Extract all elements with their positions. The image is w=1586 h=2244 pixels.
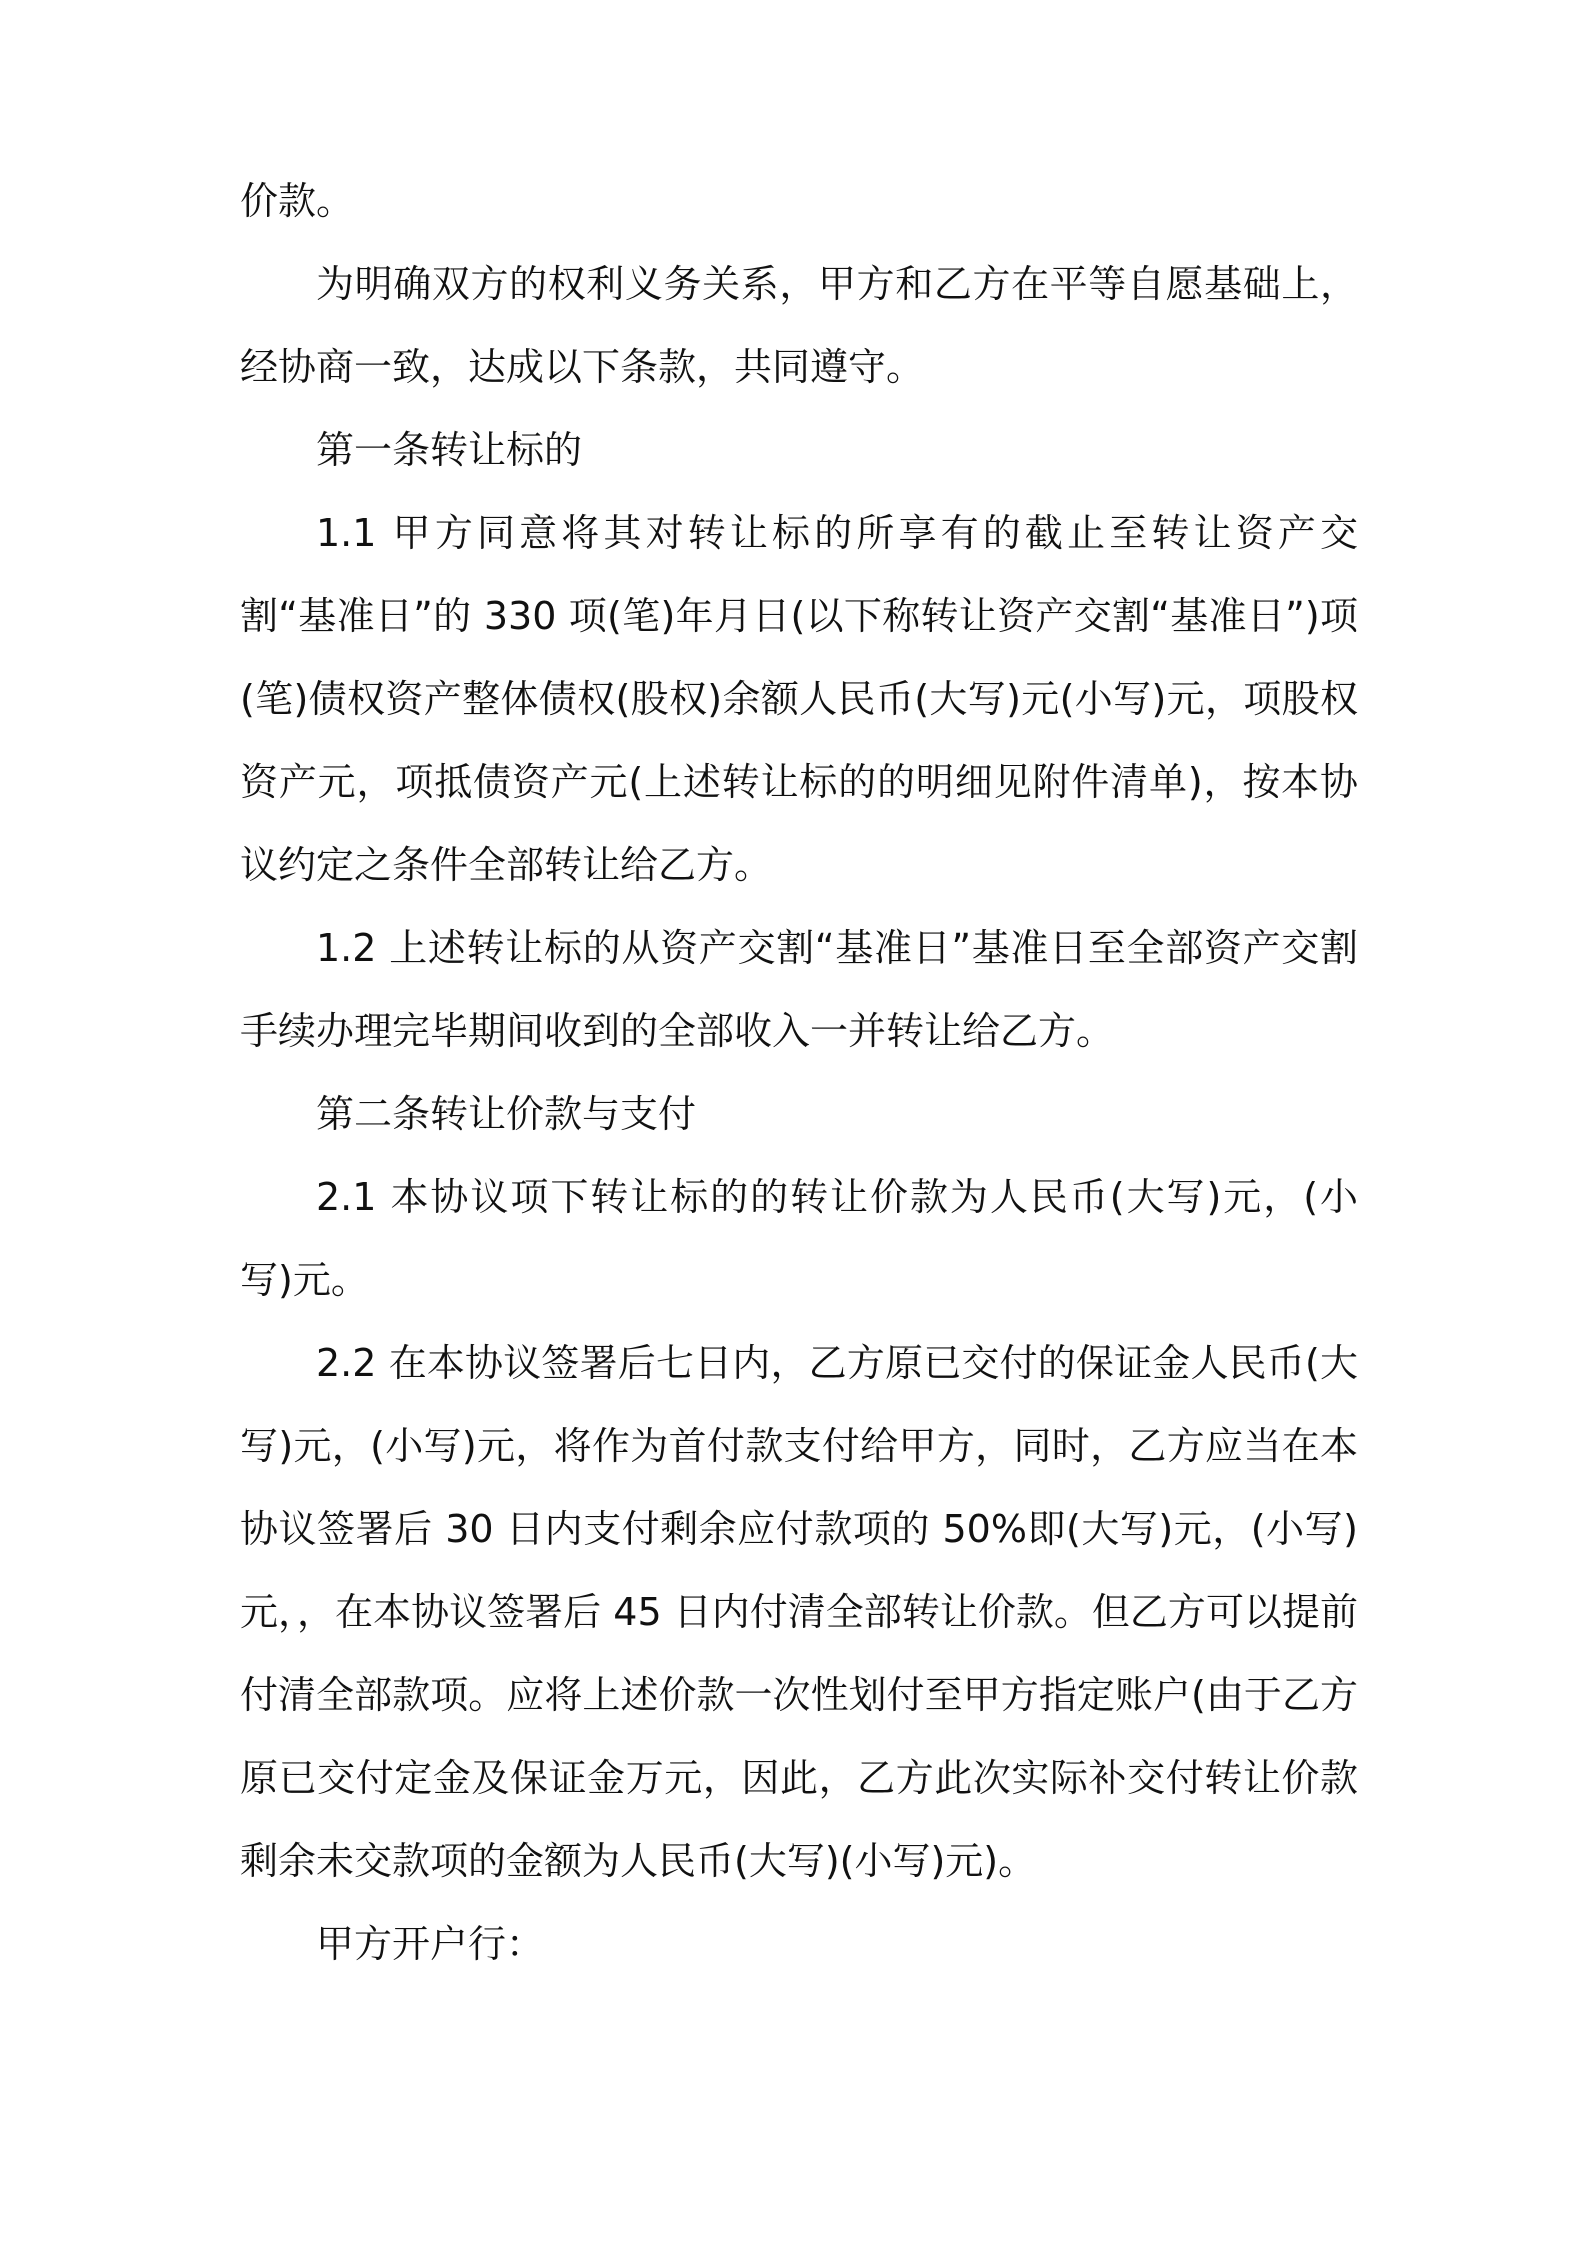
- article-2-heading: 第二条转让价款与支付: [316, 1092, 697, 1136]
- clause-2-2: 2.2 在本协议签署后七日内，乙方原已交付的保证金人民币(大写)元，(小写)元，将作为首付款支付给甲方，同时，乙方应当在本协议签署后 30 日内支付剩余应付款项的 50%即(大写)元，(小写)元，，在本协议签署后 45 日内付清全部转让价款。但乙方可以提前付清全部款项。应将上述价款一次性划付至甲方指定账户(由于乙方原已交付定金及保证金万元，因此，乙方此次实际补交付转让价款剩余未交款项的金额为人民币(大写)(小写)元)。: [240, 1341, 1358, 1883]
- clause-1-2: 1.2 上述转让标的从资产交割“基准日”基准日至全部资产交割手续办理完毕期间收到的全部收入一并转让给乙方。: [240, 926, 1358, 1053]
- paragraph-price-continuation: 价款。: [240, 179, 355, 223]
- clause-2-1: 2.1 本协议项下转让标的的转让价款为人民币(大写)元，(小写)元。: [240, 1175, 1358, 1302]
- clause-1-1: 1.1 甲方同意将其对转让标的所享有的截止至转让资产交割“基准日”的 330 项(笔)年月日(以下称转让资产交割“基准日”)项(笔)债权资产整体债权(股权)余额人民币(大写)元(小写)元，项股权资产元，项抵债资产元(上述转让标的的明细见附件清单)，按本协议约定之条件全部转让给乙方。: [240, 511, 1358, 887]
- document-body: [240, 160, 1358, 1986]
- paragraph-preamble: 为明确双方的权利义务关系，甲方和乙方在平等自愿基础上，经协商一致，达成以下条款，共同遵守。: [240, 262, 1358, 389]
- party-a-bank-label: 甲方开户行：: [316, 1922, 545, 1966]
- article-1-heading: 第一条转让标的: [316, 428, 583, 472]
